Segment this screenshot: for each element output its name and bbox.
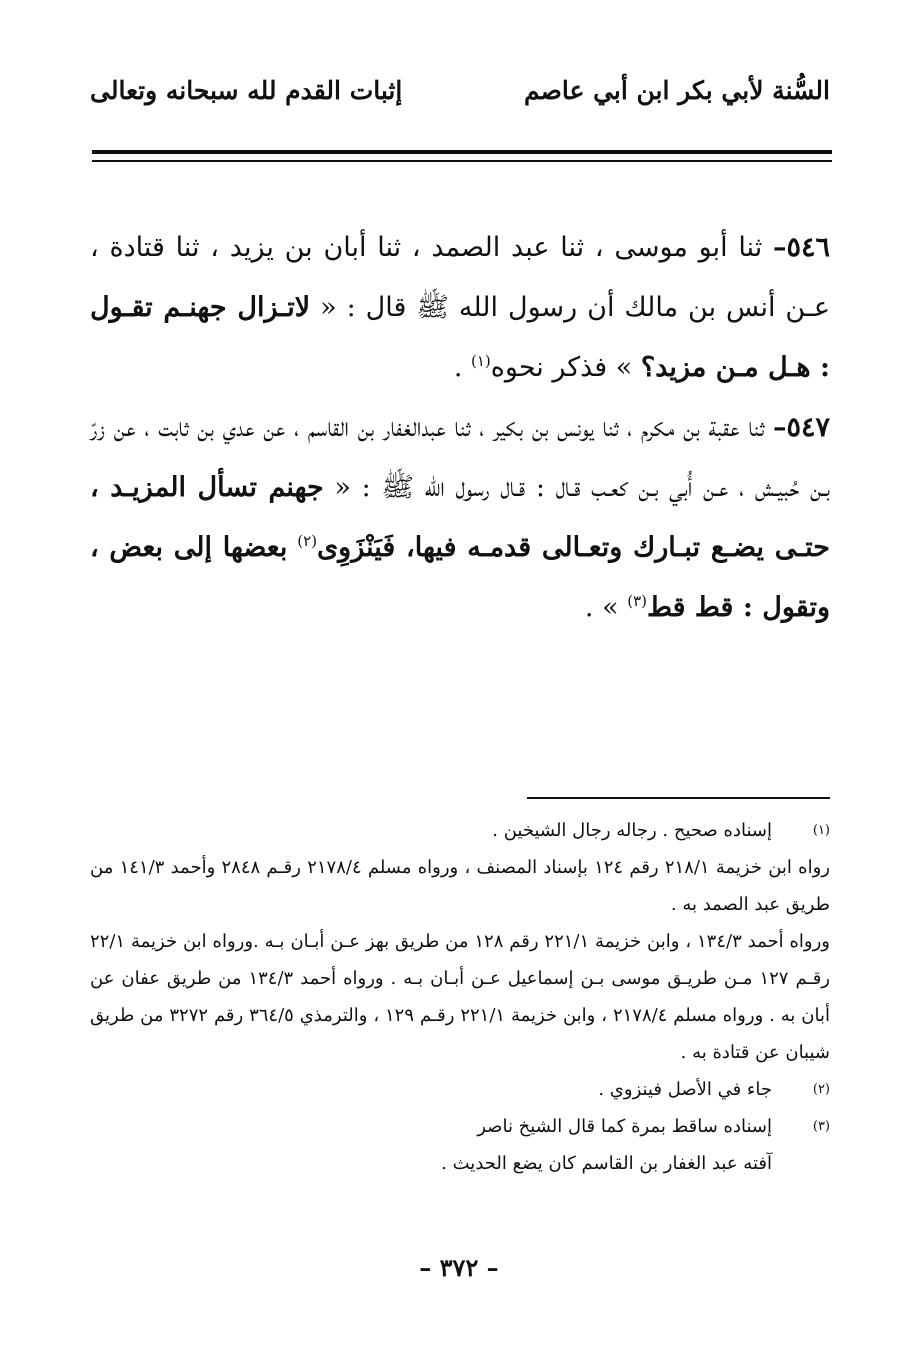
hadith-546	[90, 218, 830, 398]
footnote-1-cont	[90, 923, 830, 1071]
hadith-end: » .	[584, 592, 619, 623]
header-rule-thin	[92, 160, 832, 162]
footnote-ref: (١)	[470, 352, 491, 370]
page-header	[90, 76, 830, 120]
footnote-line: رواه ابن خزيمة ٢١٨/١ رقم ١٢٤ بإسناد المصنف ، ورواه مسلم ٢١٧٨/٤ رقـم ٢٨٤٨ وأحمد ١٤١/٣ من طريق عبد الصمد به .	[90, 857, 830, 915]
hadith-matn: لاتـزال جهنـم تقـول : هـل مـن مزيد؟	[90, 292, 830, 383]
footnote-2	[90, 1071, 830, 1108]
hadith-number: ٥٤٧–	[773, 412, 831, 443]
footnote-1	[90, 812, 830, 849]
footnote-ref: (٣)	[627, 592, 647, 610]
hadith-text: ثنا أبو موسى ، ثنا عبد الصمد ، ثنا أبان بن يزيد ، ثنا قتادة ، عـن أنس بن مالك أن رسول الله ﷺ قال : «	[90, 232, 830, 323]
hadith-text: ثنا عقبة بن مكرم ، ثنا يونس بن بكير ، ثنا عبدالغفار بن القاسم ، عن عدي بن ثابت ، عن زرّ بـن حُبيـش ، عـن أُبي بـن كعـب قـال : قـال رسول الله ﷺ : «	[90, 412, 830, 503]
footnote-line: إسناده ساقط بمرة كما قال الشيخ ناصر	[477, 1116, 772, 1137]
main-text	[90, 218, 830, 638]
page-number: – ٣٧٢ –	[419, 1253, 499, 1282]
header-rule-thick	[92, 150, 832, 154]
footnote-line: إسناده صحيح . رجاله رجال الشيخين .	[492, 820, 772, 841]
hadith-number: ٥٤٦–	[772, 232, 830, 263]
hadith-matn: بعضها إلى بعض ، وتقول : قط قط	[90, 532, 830, 623]
footnote-line: جاء في الأصل فينزوي .	[598, 1079, 772, 1100]
footnote-line: ورواه أحمد ١٣٤/٣ ، وابن خزيمة ٢٢١/١ رقم ١٢٨ من طريق بهز عـن أبـان بـه .ورواه ابن خزيمة ٢٢/١ رقـم ١٢٧ مـن طريـق موسى بـن إسماعيل عـن أبـان بـه . ورواه أحمد ١٣٤/٣ من طريق عفان عن أبان به . ورواه مسلم ٢١٧٨/٤ ، وابن خزيمة ٢٢١/١ رقـم ١٢٩ ، والترمذي ٣٦٤/٥ رقم ٣٢٧٢ من طريق شيبان عن قتادة به .	[90, 931, 830, 1063]
hadith-547	[90, 398, 830, 638]
hadith-text: » فذكر نحوه	[490, 352, 633, 383]
footnote-mark: (٣)	[812, 1119, 830, 1134]
hadith-end: .	[453, 352, 471, 383]
footnote-3	[90, 1108, 830, 1182]
footnote-1-cont	[90, 849, 830, 923]
footnote-line: آفته عبد الغفار بن القاسم كان يضع الحديث .	[441, 1153, 772, 1174]
hadith-matn: جهنم تسأل المزيـد ، حتـى يضـع تبـارك وتعـالى قدمـه فيها، فَيَنْزَوِى	[90, 472, 830, 563]
footnote-separator	[527, 797, 830, 799]
book-title: السُّنة لأبي بكر ابن أبي عاصم	[523, 76, 830, 105]
footnote-mark: (١)	[812, 823, 830, 838]
footnotes	[90, 812, 830, 1182]
chapter-title: إثبات القدم لله سبحانه وتعالى	[90, 76, 403, 105]
footnote-ref: (٢)	[297, 532, 318, 550]
footnote-mark: (٢)	[812, 1082, 830, 1097]
